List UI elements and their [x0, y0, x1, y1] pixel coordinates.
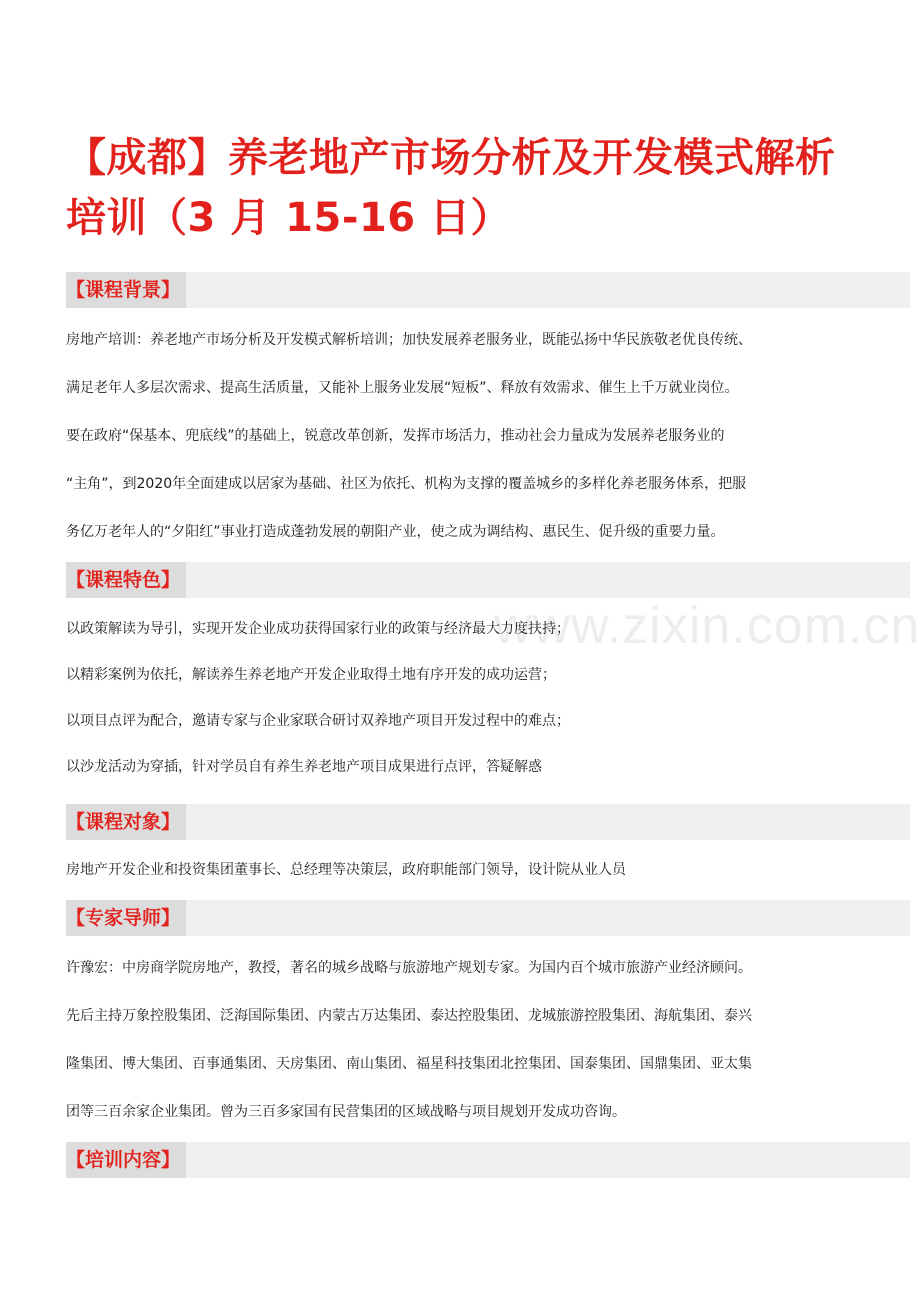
watermark: www.zixin.com.cn: [494, 597, 920, 655]
list-item: 以项目点评为配合，邀请专家与企业家联合研讨双养地产项目开发过程中的难点；: [66, 713, 570, 729]
paragraph-line: 满足老年人多层次需求、提高生活质量，又能补上服务业发展“短板”、释放有效需求、催生上千万就业岗位。: [66, 380, 739, 396]
list-item: 以政策解读为导引，实现开发企业成功获得国家行业的政策与经济最大力度扶持；: [66, 621, 570, 637]
paragraph-line: 房地产开发企业和投资集团董事长、总经理等决策层，政府职能部门领导，设计院从业人员: [66, 862, 626, 878]
paragraph-line: 先后主持万象控股集团、泛海国际集团、内蒙古万达集团、泰达控股集团、龙城旅游控股集团、海航集团、泰兴: [66, 1008, 752, 1024]
document-title: [66, 128, 910, 248]
section-header-features: [66, 562, 910, 598]
section-header-background: [66, 272, 910, 308]
section-heading: 【课程对象】: [66, 804, 186, 840]
expert-paragraph: [66, 944, 910, 1136]
paragraph-line: 房地产培训：养老地产市场分析及开发模式解析培训；加快发展养老服务业，既能弘扬中华民族敬老优良传统、: [66, 332, 752, 348]
list-item: 以精彩案例为依托，解读养生养老地产开发企业取得土地有序开发的成功运营；: [66, 667, 556, 683]
section-header-content: [66, 1142, 910, 1178]
paragraph-line: “主角”，到2020年全面建成以居家为基础、社区为依托、机构为支撑的覆盖城乡的多样化养老服务体系，把服: [66, 476, 747, 492]
paragraph-line: 许豫宏：中房商学院房地产，教授，著名的城乡战略与旅游地产规划专家。为国内百个城市旅游产业经济顾问。: [66, 960, 752, 976]
section-header-audience: [66, 804, 910, 840]
list-item: 以沙龙活动为穿插，针对学员自有养生养老地产项目成果进行点评，答疑解惑: [66, 759, 542, 775]
section-heading: 【课程背景】: [66, 272, 186, 308]
paragraph-line: 要在政府“保基本、兜底线”的基础上，锐意改革创新，发挥市场活力，推动社会力量成为发展养老服务业的: [66, 428, 725, 444]
section-heading: 【专家导师】: [66, 900, 186, 936]
title-line-2: 培训（3 月 15-16 日）: [66, 195, 512, 241]
section-heading: 【课程特色】: [66, 562, 186, 598]
title-line-1: 【成都】养老地产市场分析及开发模式解析: [66, 135, 836, 181]
section-header-expert: [66, 900, 910, 936]
paragraph-line: 隆集团、博大集团、百事通集团、天房集团、南山集团、福星科技集团北控集团、国泰集团、国鼎集团、亚太集: [66, 1056, 752, 1072]
paragraph-line: 务亿万老年人的“夕阳红”事业打造成蓬勃发展的朝阳产业，使之成为调结构、惠民生、促升级的重要力量。: [66, 524, 725, 540]
audience-paragraph: [66, 846, 910, 894]
background-paragraph: [66, 316, 910, 556]
paragraph-line: 团等三百余家企业集团。曾为三百多家国有民营集团的区域战略与项目规划开发成功咨询。: [66, 1104, 626, 1120]
section-heading: 【培训内容】: [66, 1142, 186, 1178]
